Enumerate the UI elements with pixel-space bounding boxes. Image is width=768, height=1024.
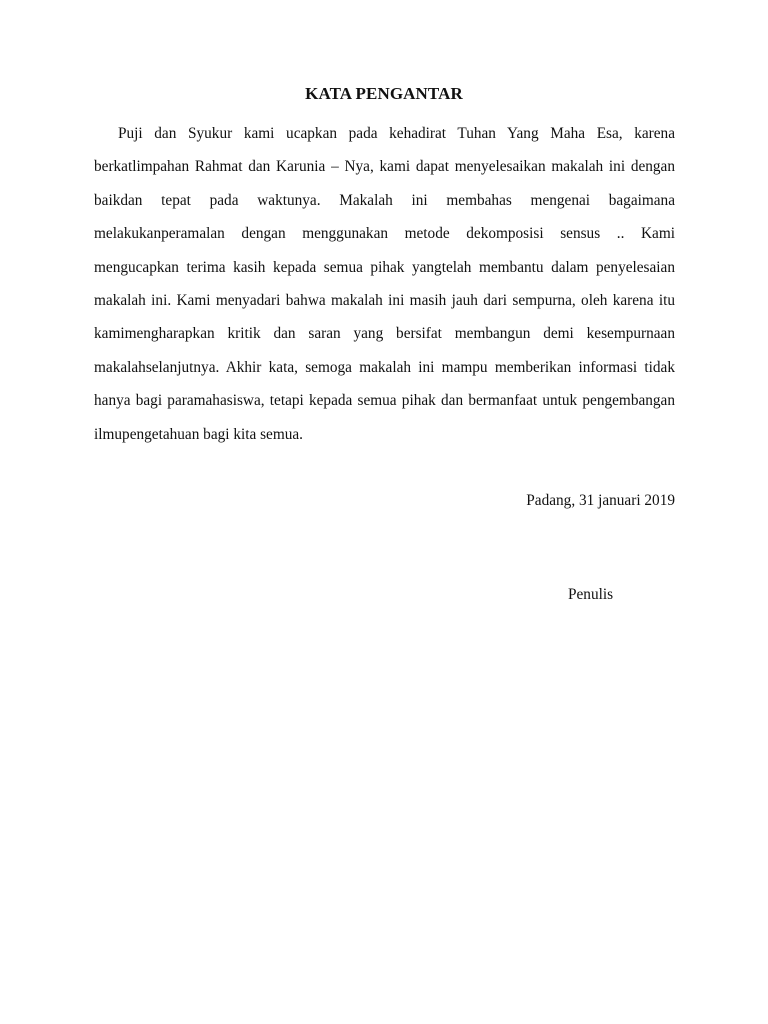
paragraph-line: makalah ini. Kami menyadari bahwa makalah ini masih jauh dari sempurna, oleh karena itu [94, 291, 675, 309]
paragraph-line: kamimengharapkan kritik dan saran yang bersifat membangun demi kesempurnaan [94, 325, 675, 343]
paragraph-line: hanya bagi paramahasiswa, tetapi kepada semua pihak dan bermanfaat untuk pengembangan [94, 392, 675, 410]
author-signature-label: Penulis [568, 586, 614, 603]
paragraph-line: Puji dan Syukur kami ucapkan pada kehadirat Tuhan Yang Maha Esa, karena [118, 125, 675, 142]
paragraph-line: baikdan tepat pada waktunya. Makalah ini membahas mengenai bagaimana [94, 191, 675, 209]
place-date: Padang, 31 januari 2019 [526, 492, 675, 509]
paragraph-line: makalahselanjutnya. Akhir kata, semoga makalah ini mampu memberikan informasi tidak [94, 358, 675, 376]
body-paragraph [94, 117, 675, 451]
paragraph-line: ilmupengetahuan bagi kita semua. [94, 425, 303, 443]
paragraph-line: mengucapkan terima kasih kepada semua pihak yangtelah membantu dalam penyelesaian [94, 258, 675, 276]
paragraph-line: berkatlimpahan Rahmat dan Karunia – Nya, kami dapat menyelesaikan makalah ini dengan [94, 158, 675, 176]
page-title: KATA PENGANTAR [305, 84, 463, 103]
paragraph-line: melakukanperamalan dengan menggunakan metode dekomposisi sensus .. Kami [94, 225, 675, 243]
